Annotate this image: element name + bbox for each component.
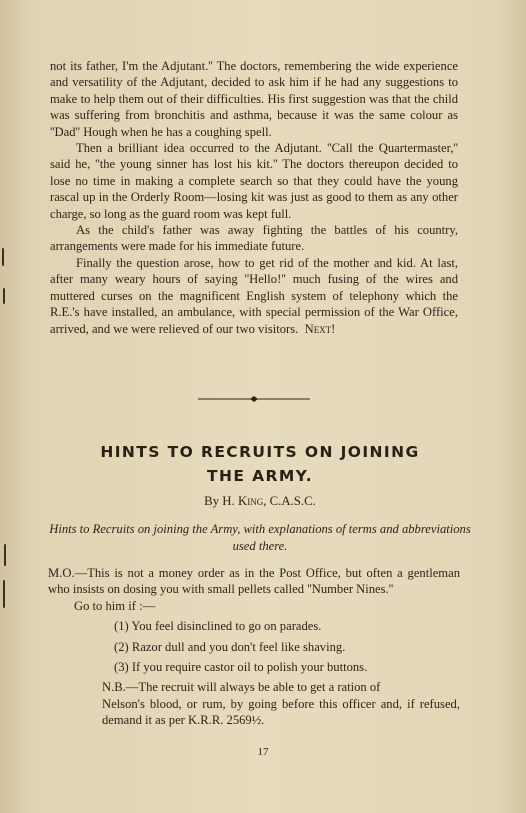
margin-mark [2,248,4,266]
paragraph [50,255,458,337]
byline-suffix: , C.A.S.C. [263,494,316,508]
goto-line: Go to him if :— [74,598,156,613]
closing-word: Next! [304,321,336,336]
paragraph: Then a brilliant idea occurred to the Adjutant. ''Call the Quartermaster,'' said he, ''the young sinner has lost his kit.'' The doctors thereupon decided to lose no time in making a complete search so that they could have the young rascal up in the Orderly Room—losing kit was just as good to them as any other charge, so long as the guard room was kept full. [50,141,458,221]
byline [50,494,470,509]
section-divider [198,394,310,404]
title-line: HINTS TO RECRUITS ON JOINING [100,443,420,461]
margin-mark [3,288,5,304]
byline-prefix: By H. [204,494,238,508]
list-item: (3) If you require castor oil to polish your buttons. [114,660,368,675]
margin-mark [4,544,6,566]
title-line: THE ARMY. [206,467,314,485]
story-continuation [50,58,458,337]
article-intro: Hints to Recruits on joining the Army, with explanations of terms and abbreviations used there. [49,522,471,553]
article-title [50,440,470,488]
paragraph-text: Finally the question arose, how to get rid of the mother and kid. At last, after many weary hours of saying ''Hello!'' much fusing of the wires and muttered curses on the magnificent English system of telephony which the R.E.'s have installed, an ambulance, with special permission of the War Office, arrived, and we were relieved of our two visitors. [50,255,458,336]
page-number: 17 [257,746,269,758]
definition-term: M.O. [48,566,75,580]
nb-continuation: Nelson's blood, or rum, by going before this officer and, if refused, demand it as per K.R.R. 2569½. [102,696,460,728]
list-item: (1) You feel disinclined to go on parades. [114,619,322,634]
margin-mark [3,580,5,608]
nb-line: N.B.—The recruit will always be able to get a ration of [102,680,381,695]
definition-entry [48,565,460,598]
definition-text: —This is not a money order as in the Post Office, but often a gentleman who insists on dosing you with small pellets called ''Number Nines.'' [48,566,460,597]
author-name: King [237,494,264,508]
paragraph: As the child's father was away fighting the battles of his country, arrangements were made for his immediate future. [50,223,458,254]
list-item: (2) Razor dull and you don't feel like shaving. [114,639,346,654]
definitions [48,565,460,729]
paragraph: not its father, I'm the Adjutant.'' The doctors, remembering the wide experience and versatility of the Adjutant, decided to ask him if he had any suggestions to make to help them out of their difficulties. His first suggestion was that the child was suffering from bronchitis and asthma, because it was the same colour as ''Dad'' Hough when he has a coughing spell. [50,59,458,139]
